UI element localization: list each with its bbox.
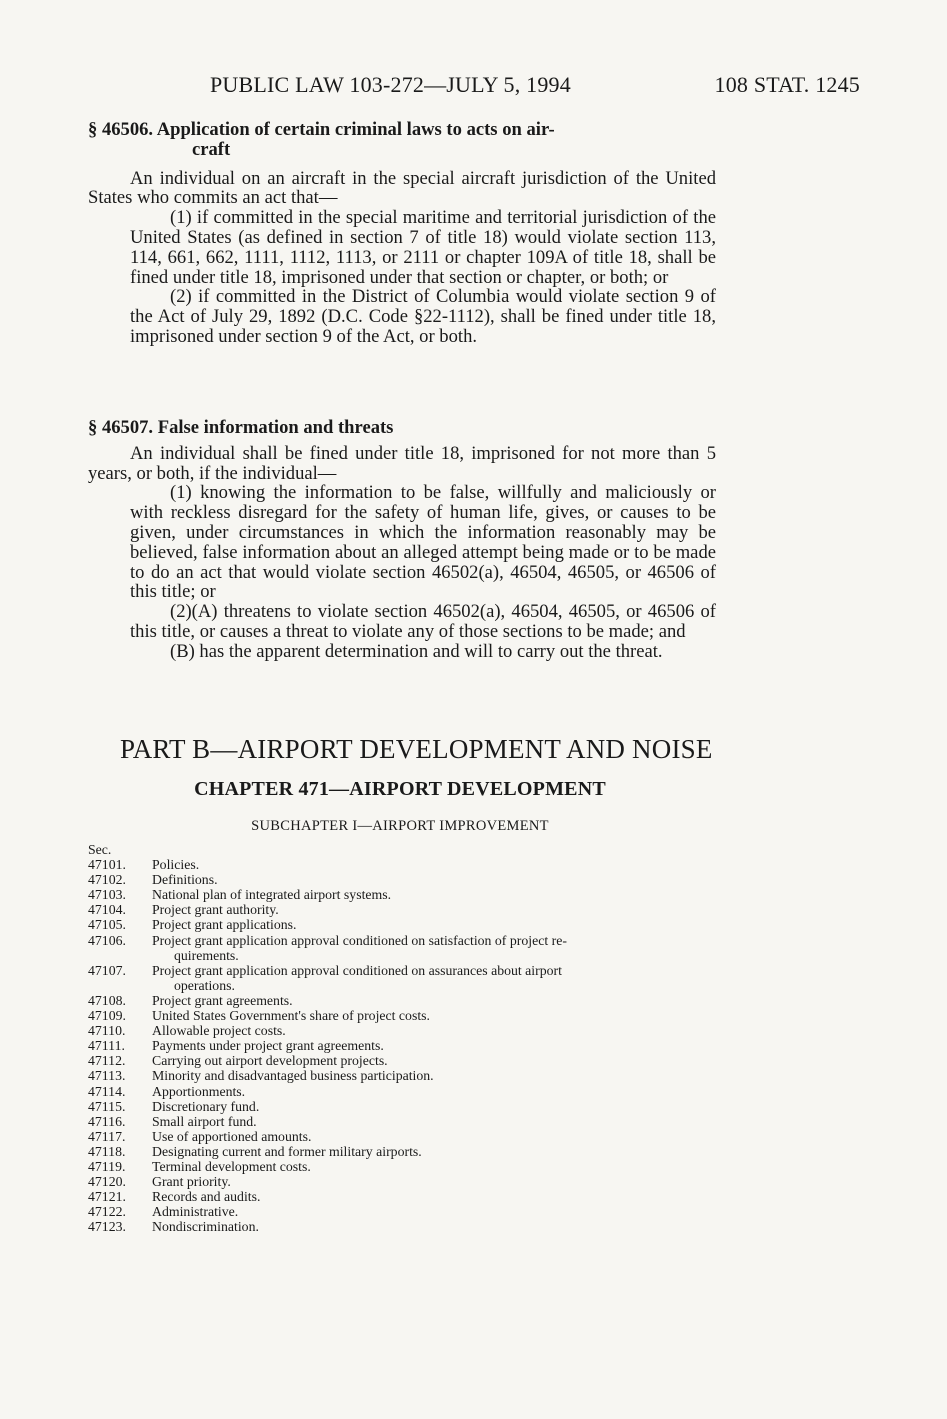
toc-section-description bbox=[152, 1219, 728, 1234]
toc-row bbox=[88, 1219, 728, 1234]
header-title: PUBLIC LAW 103-272—JULY 5, 1994 bbox=[210, 72, 571, 97]
toc-section-number: 47113. bbox=[88, 1068, 126, 1084]
toc-section-description bbox=[152, 1129, 728, 1144]
toc-description-text: Allowable project costs. bbox=[152, 1023, 286, 1039]
section-heading: § 46507. False information and threats bbox=[88, 417, 394, 438]
toc-description-text: Use of apportioned amounts. bbox=[152, 1128, 312, 1144]
toc-row bbox=[88, 887, 728, 902]
toc-description-text: United States Government's share of project costs. bbox=[152, 1008, 430, 1024]
toc-description-continuation: quirements. bbox=[174, 947, 239, 963]
toc-description-text: Discretionary fund. bbox=[152, 1098, 260, 1114]
toc-section-description bbox=[152, 1099, 728, 1114]
toc-section-number: 47117. bbox=[88, 1128, 126, 1144]
toc-description-text: Definitions. bbox=[152, 872, 218, 888]
toc-section-number: 47121. bbox=[88, 1189, 126, 1205]
section-heading-line2: craft bbox=[192, 138, 231, 160]
chapter-title: CHAPTER 471—AIRPORT DEVELOPMENT bbox=[194, 778, 606, 800]
toc-section-description bbox=[152, 1114, 728, 1129]
toc-section-number: 47101. bbox=[88, 857, 126, 873]
toc-description-text: Project grant agreements. bbox=[152, 992, 293, 1008]
toc-section-number: 47114. bbox=[88, 1083, 126, 1099]
paragraph-text: (1) knowing the information to be false, willfully and maliciously or with reckless disregard for the safety of human life, gives, or causes to be given, under circumstances in which the information reasonably may be believed, false information about an alleged attempt being made or to be made to do an act that would violate section 46502(a), 46504, 46505, or 46506 of this title; or bbox=[130, 482, 716, 603]
section-heading bbox=[88, 120, 716, 160]
toc-description-text: Minority and disadvantaged business participation. bbox=[152, 1068, 434, 1084]
toc-description-text: National plan of integrated airport systems. bbox=[152, 887, 392, 903]
toc-row bbox=[88, 1068, 728, 1083]
subchapter-title: SUBCHAPTER I—AIRPORT IMPROVEMENT bbox=[251, 818, 549, 834]
toc-section-number: 47115. bbox=[88, 1098, 126, 1114]
toc-description-text: Project grant application approval conditioned on satisfaction of project re- bbox=[152, 932, 567, 948]
toc-description-text: Records and audits. bbox=[152, 1189, 261, 1205]
toc-section-number: 47111. bbox=[88, 1038, 125, 1054]
toc-row bbox=[88, 1023, 728, 1038]
toc-description-text: Small airport fund. bbox=[152, 1113, 257, 1129]
toc-description-text: Payments under project grant agreements. bbox=[152, 1038, 384, 1054]
paragraph-text: (2)(A) threatens to violate section 46502(a), 46504, 46505, or 46506 of this title, or causes a threat to violate any of those sections to be made; and bbox=[130, 601, 716, 642]
section-intro: An individual on an aircraft in the special aircraft jurisdiction of the United States who commits an act that— bbox=[88, 167, 716, 209]
paragraph-text: (2) if committed in the District of Columbia would violate section 9 of the Act of July 29, 1892 (D.C. Code §22-1112), shall be fined under title 18, imprisoned under section 9 of the Act, or both. bbox=[130, 286, 716, 347]
toc-row bbox=[88, 1053, 728, 1068]
toc-description-text: Terminal development costs. bbox=[152, 1158, 311, 1174]
part-title: PART B—AIRPORT DEVELOPMENT AND NOISE bbox=[120, 734, 713, 764]
paragraph-2a bbox=[88, 602, 716, 642]
toc-row bbox=[88, 872, 728, 887]
toc-section-number: 47108. bbox=[88, 992, 126, 1008]
toc-section-description bbox=[152, 1204, 728, 1219]
toc-section-description bbox=[152, 872, 728, 887]
toc-description-continuation: operations. bbox=[174, 977, 235, 993]
toc-section-number: 47109. bbox=[88, 1008, 126, 1024]
toc-row bbox=[88, 1159, 728, 1174]
toc-description-text: Project grant application approval conditioned on assurances about airport bbox=[152, 962, 562, 978]
toc-row bbox=[88, 933, 728, 963]
toc-section-description bbox=[152, 917, 728, 932]
toc-section-description bbox=[152, 1084, 728, 1099]
toc-section-number: 47107. bbox=[88, 962, 126, 978]
paragraph-text: (B) has the apparent determination and will to carry out the threat. bbox=[170, 640, 663, 662]
toc-description-text: Apportionments. bbox=[152, 1083, 246, 1099]
toc-row bbox=[88, 917, 728, 932]
paragraph-text: (1) if committed in the special maritime and territorial jurisdiction of the United States (as defined in section 7 of title 18) would violate section 113, 114, 661, 662, 1111, 1112, 1113, or 2111 or chapter 109A of title 18, shall be fined under title 18, imprisoned under that section or chapter, or both; or bbox=[130, 207, 716, 288]
toc-row bbox=[88, 1099, 728, 1114]
section-46506 bbox=[88, 120, 716, 347]
toc-section-number: 47103. bbox=[88, 887, 126, 903]
toc-row bbox=[88, 857, 728, 872]
toc-description-text: Administrative. bbox=[152, 1204, 239, 1220]
toc-row bbox=[88, 993, 728, 1008]
toc-description-text: Designating current and former military airports. bbox=[152, 1143, 422, 1159]
toc-row bbox=[88, 902, 728, 917]
toc-section-number: 47110. bbox=[88, 1023, 126, 1039]
toc-description-text: Carrying out airport development projects. bbox=[152, 1053, 388, 1069]
section-intro: An individual shall be fined under title 18, imprisoned for not more than 5 years, or both, if the individual— bbox=[88, 442, 716, 484]
paragraph-1 bbox=[88, 483, 716, 602]
toc-description-text: Nondiscrimination. bbox=[152, 1219, 259, 1235]
toc-section-description bbox=[152, 1068, 728, 1083]
toc-section-number: 47112. bbox=[88, 1053, 126, 1069]
statute-page-number: 108 STAT. 1245 bbox=[714, 72, 860, 97]
toc-section-description bbox=[152, 1174, 728, 1189]
toc-section-number: 47120. bbox=[88, 1174, 126, 1190]
toc-row bbox=[88, 1129, 728, 1144]
toc-row bbox=[88, 1189, 728, 1204]
table-of-sections bbox=[88, 842, 728, 1234]
toc-section-description bbox=[152, 993, 728, 1008]
toc-row bbox=[88, 1204, 728, 1219]
toc-row bbox=[88, 1038, 728, 1053]
toc-section-description bbox=[152, 1189, 728, 1204]
toc-section-number: 47104. bbox=[88, 902, 126, 918]
toc-description-text: Project grant authority. bbox=[152, 902, 279, 918]
toc-section-description bbox=[152, 1144, 728, 1159]
paragraph-2 bbox=[88, 287, 716, 346]
page-header bbox=[90, 72, 860, 102]
toc-description-text: Policies. bbox=[152, 857, 200, 873]
toc-section-description bbox=[152, 902, 728, 917]
toc-section-number: 47122. bbox=[88, 1204, 126, 1220]
toc-section-number: 47102. bbox=[88, 872, 126, 888]
toc-row bbox=[88, 1144, 728, 1159]
toc-row bbox=[88, 1174, 728, 1189]
toc-section-description bbox=[152, 933, 728, 963]
toc-section-description bbox=[152, 1159, 728, 1174]
toc-section-description bbox=[152, 1023, 728, 1038]
toc-section-description bbox=[152, 1053, 728, 1068]
toc-section-number: 47105. bbox=[88, 917, 126, 933]
toc-row bbox=[88, 1114, 728, 1129]
toc-section-number: 47106. bbox=[88, 932, 126, 948]
toc-row bbox=[88, 963, 728, 993]
toc-section-description bbox=[152, 1038, 728, 1053]
toc-section-number: 47116. bbox=[88, 1113, 126, 1129]
toc-sec-label: Sec. bbox=[88, 842, 112, 857]
toc-description-text: Grant priority. bbox=[152, 1174, 231, 1190]
toc-row bbox=[88, 1008, 728, 1023]
paragraph-2b bbox=[88, 642, 716, 662]
toc-rows bbox=[88, 857, 728, 1234]
toc-section-description bbox=[152, 887, 728, 902]
toc-section-description bbox=[152, 857, 728, 872]
section-heading-line1: § 46506. Application of certain criminal laws to acts on air- bbox=[88, 119, 555, 140]
toc-section-number: 47123. bbox=[88, 1219, 126, 1235]
toc-section-description bbox=[152, 963, 728, 993]
toc-section-number: 47118. bbox=[88, 1143, 126, 1159]
toc-row bbox=[88, 1084, 728, 1099]
toc-section-description bbox=[152, 1008, 728, 1023]
toc-section-number: 47119. bbox=[88, 1158, 126, 1174]
paragraph-1 bbox=[88, 208, 716, 287]
toc-description-text: Project grant applications. bbox=[152, 917, 297, 933]
section-46507 bbox=[88, 418, 716, 662]
